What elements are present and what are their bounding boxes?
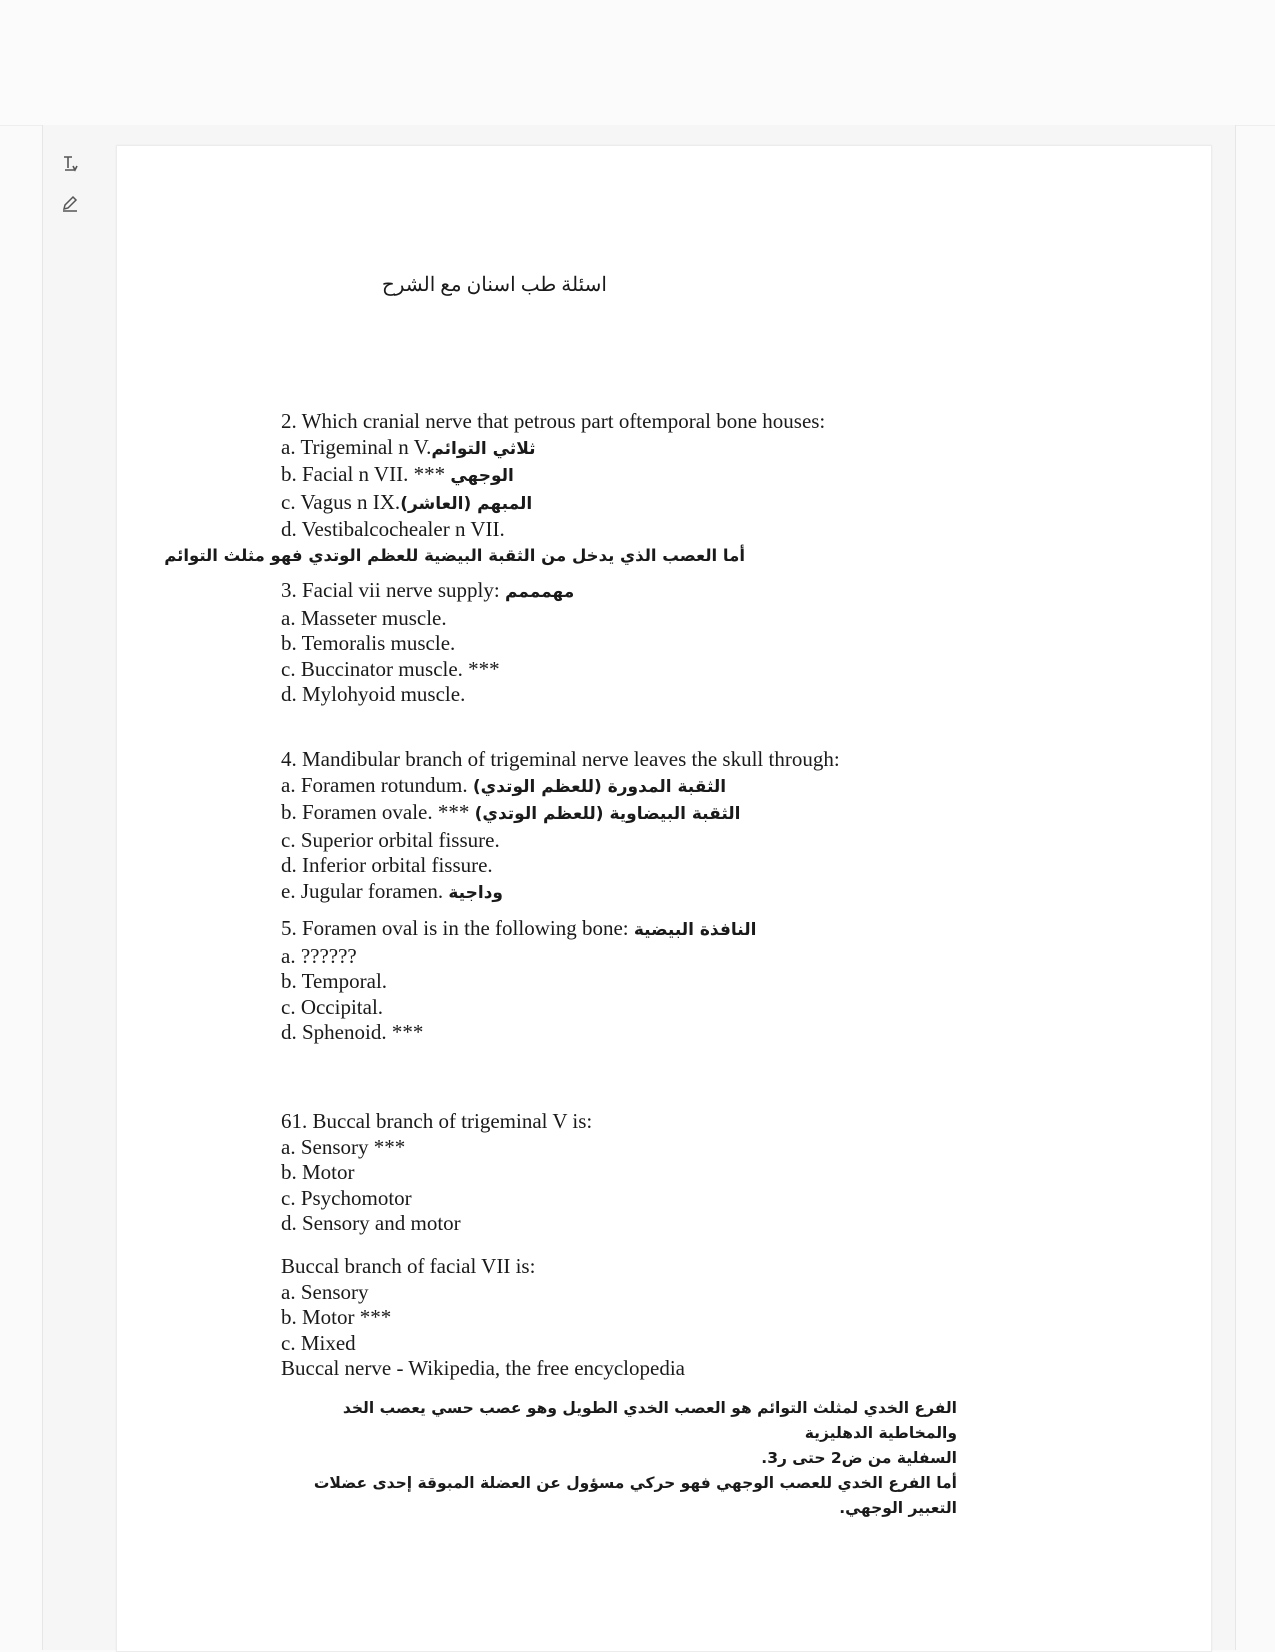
question-note: أما العصب الذي يدخل من الثقبة البيضية للعظم الوتدي فهو مثلث التوائم: [164, 545, 745, 565]
option-arabic-note: الوجهي: [450, 466, 514, 486]
explanation-line-3: أما الفرع الخدي للعصب الوجهي فهو حركي مسؤول عن العضلة المبوقة إحدى عضلات التعبير الوجهي.: [313, 1474, 957, 1517]
option-b: b. Motor: [281, 1160, 355, 1184]
question-buccal-facial: [281, 1254, 1181, 1382]
option-d: d. Sensory and motor: [281, 1211, 461, 1235]
option-d: d. Sphenoid. ***: [281, 1020, 424, 1044]
option-b: b. Foramen ovale. *** الثقبة البيضاوية (للعظم الوتدي): [281, 800, 741, 824]
top-margin: [0, 0, 1275, 126]
question-61: [281, 1109, 1181, 1237]
source-reference: Buccal nerve - Wikipedia, the free encyclopedia: [281, 1356, 685, 1380]
option-arabic-note: الثقبة البيضاوية (للعظم الوتدي): [474, 804, 741, 824]
option-a: a. Sensory: [281, 1279, 369, 1304]
option-arabic-note: ثلاثي التوائم: [431, 438, 536, 459]
question-stem: 4. Mandibular branch of trigeminal nerve leaves the skull through:: [281, 747, 840, 771]
explanation-line-1: الفرع الخدي لمثلث التوائم هو العصب الخدي الطويل وهو عصب حسي يعصب الخد والمخاطية الدهليزية: [342, 1399, 957, 1442]
select-text-tool[interactable]: [56, 154, 84, 182]
option-a: a. Foramen rotundum. الثقبة المدورة (للعظم الوتدي): [281, 772, 727, 797]
question-stem: 3. Facial vii nerve supply: مهمممم: [281, 578, 575, 602]
option-a: a. Sensory ***: [281, 1134, 406, 1159]
question-3: [281, 578, 1181, 708]
option-c: c. Buccinator muscle. ***: [281, 656, 500, 681]
explanation-block: [267, 1396, 957, 1521]
option-d: d. Mylohyoid muscle.: [281, 682, 466, 706]
option-b: b. Temporal.: [281, 969, 388, 993]
question-stem: 5. Foramen oval is in the following bone: النافذة البيضية: [281, 916, 757, 940]
option-e: e. Jugular foramen. وداجية: [281, 878, 503, 903]
option-a: a. Masseter muscle.: [281, 605, 447, 630]
pencil-icon: [60, 194, 80, 214]
question-2: [164, 409, 1181, 568]
question-5: [281, 916, 1181, 1046]
stem-arabic-note: مهمممم: [504, 582, 575, 602]
annotate-tool[interactable]: [56, 194, 84, 222]
option-arabic-note: وداجية: [448, 882, 503, 903]
explanation-line-2: السفلية من ض2 حتى ر3.: [761, 1449, 957, 1467]
option-c: c. Psychomotor: [281, 1185, 412, 1210]
question-stem: 2. Which cranial nerve that petrous part oftemporal bone houses:: [281, 409, 826, 433]
question-stem: Buccal branch of facial VII is:: [281, 1254, 536, 1278]
document-page: [116, 145, 1212, 1652]
option-d: d. Vestibalcochealer n VII.: [281, 517, 505, 541]
question-stem: 61. Buccal branch of trigeminal V is:: [281, 1109, 593, 1133]
option-arabic-note: المبهم (العاشر): [400, 493, 533, 514]
question-4: [281, 747, 1181, 906]
option-b: b. Motor ***: [281, 1305, 392, 1329]
option-c: c. Occipital.: [281, 994, 384, 1019]
option-b: b. Temoralis muscle.: [281, 631, 456, 655]
option-c: c. Vagus n IX.المبهم (العاشر): [281, 489, 533, 514]
option-c: c. Superior orbital fissure.: [281, 827, 500, 852]
option-arabic-note: الثقبة المدورة (للعظم الوتدي): [472, 776, 727, 797]
stem-arabic-note: النافذة البيضية: [633, 920, 757, 940]
option-b: b. Facial n VII. *** الوجهي: [281, 462, 514, 486]
option-d: d. Inferior orbital fissure.: [281, 853, 493, 877]
option-c: c. Mixed: [281, 1330, 356, 1355]
document-title: اسئلة طب اسنان مع الشرح: [381, 274, 607, 296]
text-select-icon: [60, 154, 80, 174]
option-a: a. Trigeminal n V.ثلاثي التوائم: [281, 434, 536, 459]
side-toolbar: [56, 150, 96, 234]
option-a: a. ??????: [281, 943, 357, 968]
